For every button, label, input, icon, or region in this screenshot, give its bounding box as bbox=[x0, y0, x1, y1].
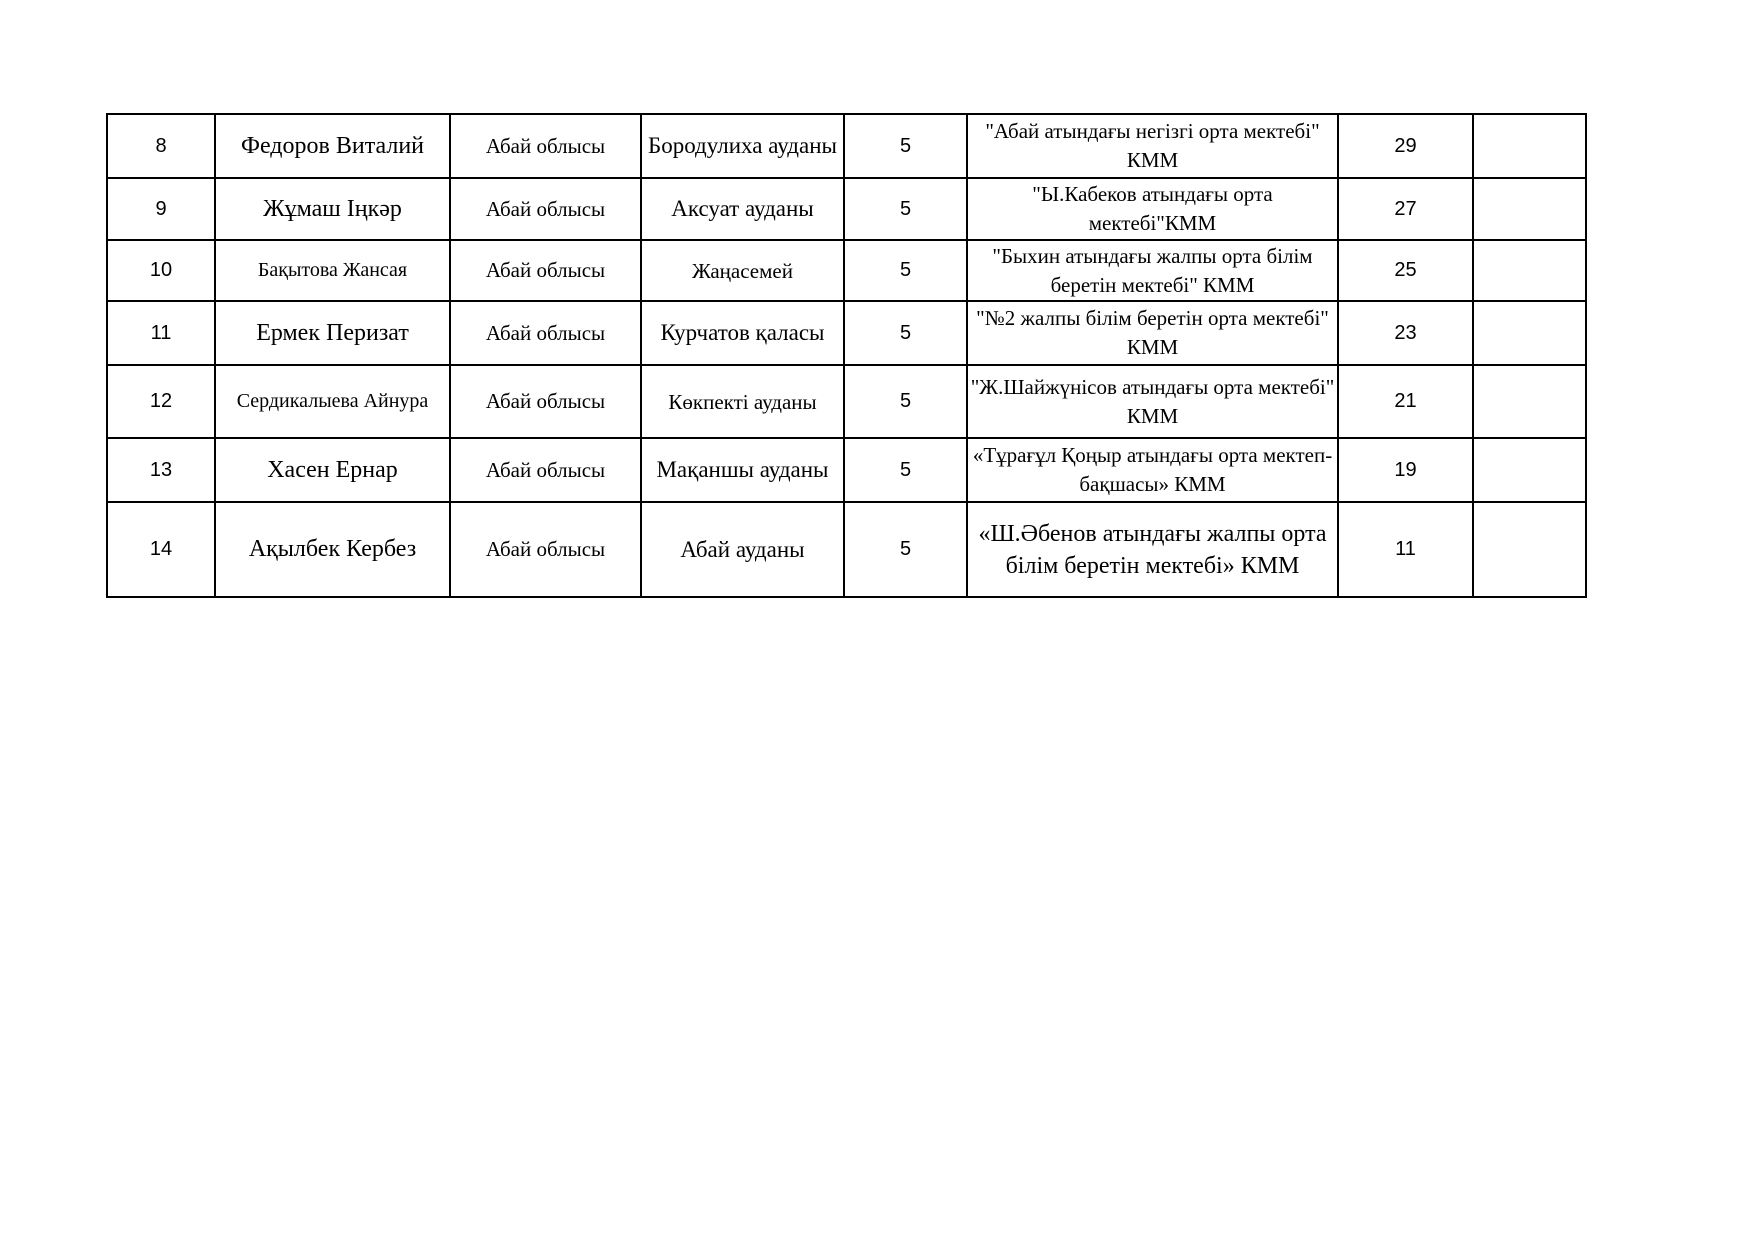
cell-district: Аксуат ауданы bbox=[641, 178, 844, 240]
cell-grade: 5 bbox=[844, 365, 967, 438]
cell-extra bbox=[1473, 178, 1586, 240]
cell-extra bbox=[1473, 301, 1586, 365]
cell-extra bbox=[1473, 502, 1586, 597]
cell-score: 19 bbox=[1338, 438, 1473, 502]
cell-grade: 5 bbox=[844, 438, 967, 502]
cell-district: Мақаншы ауданы bbox=[641, 438, 844, 502]
cell-school: "Ы.Кабеков атындағы орта мектебі"КММ bbox=[967, 178, 1338, 240]
cell-number: 12 bbox=[107, 365, 215, 438]
cell-grade: 5 bbox=[844, 240, 967, 301]
table-row bbox=[107, 502, 1586, 597]
cell-district: Курчатов қаласы bbox=[641, 301, 844, 365]
cell-number: 9 bbox=[107, 178, 215, 240]
cell-grade: 5 bbox=[844, 178, 967, 240]
cell-district: Жаңасемей bbox=[641, 240, 844, 301]
table-row bbox=[107, 114, 1586, 178]
cell-district: Көкпекті ауданы bbox=[641, 365, 844, 438]
cell-number: 8 bbox=[107, 114, 215, 178]
cell-number: 13 bbox=[107, 438, 215, 502]
cell-score: 29 bbox=[1338, 114, 1473, 178]
cell-participant-name: Жұмаш Іңкәр bbox=[215, 178, 450, 240]
cell-number: 11 bbox=[107, 301, 215, 365]
cell-participant-name: Хасен Ернар bbox=[215, 438, 450, 502]
cell-grade: 5 bbox=[844, 114, 967, 178]
cell-participant-name: Ермек Перизат bbox=[215, 301, 450, 365]
table-row bbox=[107, 438, 1586, 502]
cell-school: "Ж.Шайжүнісов атындағы орта мектебі" КММ bbox=[967, 365, 1338, 438]
table-row bbox=[107, 178, 1586, 240]
cell-school: «Ш.Әбенов атындағы жалпы орта білім беретін мектебі» КММ bbox=[967, 502, 1338, 597]
table-row bbox=[107, 301, 1586, 365]
table-row bbox=[107, 240, 1586, 301]
cell-participant-name: Сердикалыева Айнура bbox=[215, 365, 450, 438]
cell-extra bbox=[1473, 240, 1586, 301]
cell-district: Абай ауданы bbox=[641, 502, 844, 597]
cell-region: Абай облысы bbox=[450, 301, 641, 365]
cell-participant-name: Ақылбек Кербез bbox=[215, 502, 450, 597]
cell-participant-name: Бақытова Жансая bbox=[215, 240, 450, 301]
cell-school: "№2 жалпы білім беретін орта мектебі" КММ bbox=[967, 301, 1338, 365]
cell-region: Абай облысы bbox=[450, 114, 641, 178]
cell-region: Абай облысы bbox=[450, 438, 641, 502]
cell-extra bbox=[1473, 438, 1586, 502]
cell-score: 27 bbox=[1338, 178, 1473, 240]
cell-number: 10 bbox=[107, 240, 215, 301]
cell-grade: 5 bbox=[844, 301, 967, 365]
cell-region: Абай облысы bbox=[450, 502, 641, 597]
cell-score: 11 bbox=[1338, 502, 1473, 597]
cell-participant-name: Федоров Виталий bbox=[215, 114, 450, 178]
cell-score: 21 bbox=[1338, 365, 1473, 438]
cell-number: 14 bbox=[107, 502, 215, 597]
cell-region: Абай облысы bbox=[450, 365, 641, 438]
cell-school: "Быхин атындағы жалпы орта білім беретін мектебі" КММ bbox=[967, 240, 1338, 301]
cell-region: Абай облысы bbox=[450, 240, 641, 301]
cell-extra bbox=[1473, 114, 1586, 178]
cell-score: 25 bbox=[1338, 240, 1473, 301]
cell-school: «Тұрағұл Қоңыр атындағы орта мектеп-бақшасы» КММ bbox=[967, 438, 1338, 502]
cell-district: Бородулиха ауданы bbox=[641, 114, 844, 178]
cell-score: 23 bbox=[1338, 301, 1473, 365]
table-row bbox=[107, 365, 1586, 438]
cell-region: Абай облысы bbox=[450, 178, 641, 240]
results-table bbox=[106, 113, 1587, 598]
cell-grade: 5 bbox=[844, 502, 967, 597]
cell-school: "Абай атындағы негізгі орта мектебі" КММ bbox=[967, 114, 1338, 178]
cell-extra bbox=[1473, 365, 1586, 438]
